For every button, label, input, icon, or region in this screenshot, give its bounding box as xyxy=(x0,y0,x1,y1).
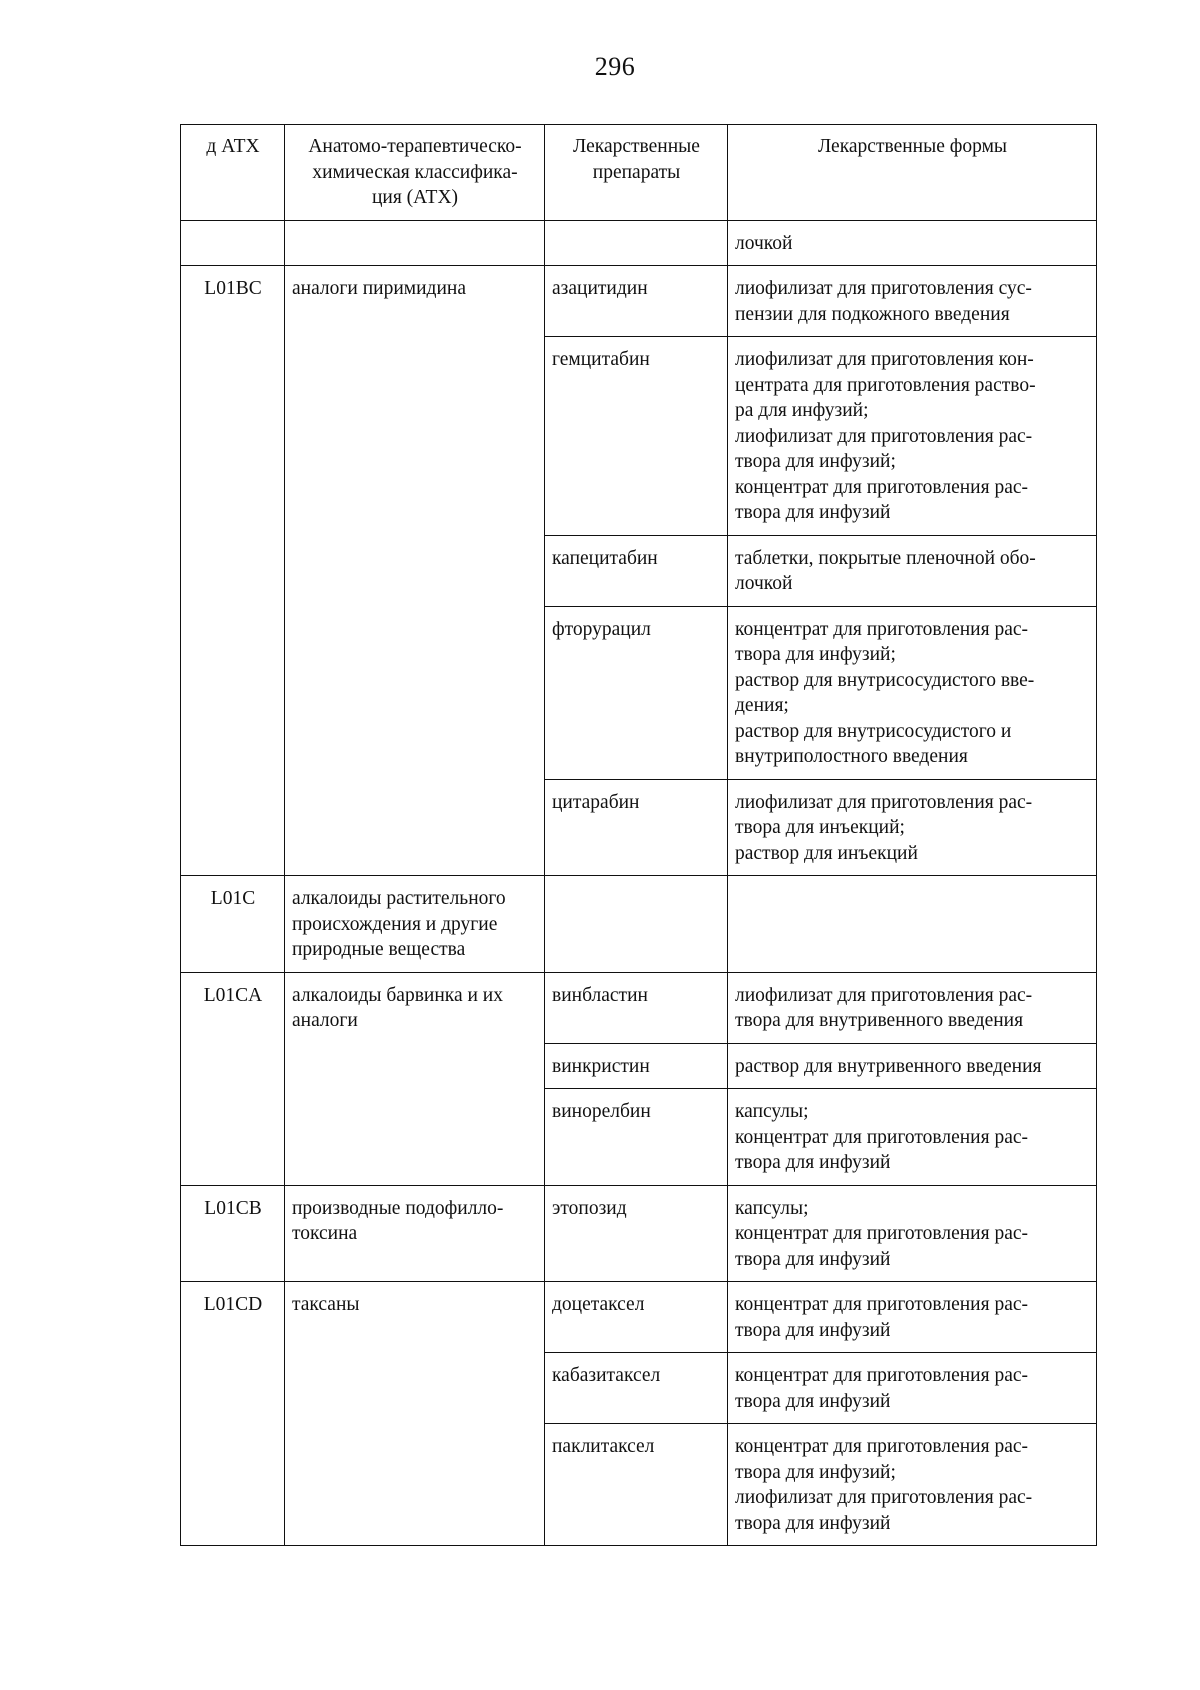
dosage-forms-cell xyxy=(728,876,1097,973)
drug-name-cell: гемцитабин xyxy=(545,337,728,536)
drug-name-cell xyxy=(545,876,728,973)
dosage-forms-cell: капсулы; концентрат для приготовления рас- твора для инфузий xyxy=(728,1089,1097,1186)
drug-name-cell: азацитидин xyxy=(545,266,728,337)
atc-classification-table xyxy=(180,124,1097,1546)
atc-code-cell: L01BC xyxy=(181,266,285,876)
drug-name-cell: винорелбин xyxy=(545,1089,728,1186)
dosage-forms-cell: концентрат для приготовления рас- твора для инфузий; лиофилизат для приготовления рас- твора для инфузий xyxy=(728,1424,1097,1546)
drug-name-cell: фторурацил xyxy=(545,606,728,779)
continuation-row xyxy=(181,220,1097,266)
table-row xyxy=(181,876,1097,973)
table-header-row xyxy=(181,125,1097,221)
atc-group-name-cell: алкалоиды барвинка и их аналоги xyxy=(285,972,545,1185)
dosage-forms-cell: капсулы; концентрат для приготовления рас- твора для инфузий xyxy=(728,1185,1097,1282)
drug-name-cell: цитарабин xyxy=(545,779,728,876)
drug-name-cell: паклитаксел xyxy=(545,1424,728,1546)
atc-group-name-cell: алкалоиды растительного происхождения и другие природные вещества xyxy=(285,876,545,973)
drug-name-cell: капецитабин xyxy=(545,535,728,606)
dosage-forms-cell: лиофилизат для приготовления рас- твора для внутривенного введения xyxy=(728,972,1097,1043)
table-row xyxy=(181,972,1097,1043)
header-atc-code: д АТХ xyxy=(181,125,285,221)
continuation-code-cell xyxy=(181,220,285,266)
dosage-forms-cell: лиофилизат для приготовления сус- пензии для подкожного введения xyxy=(728,266,1097,337)
dosage-forms-cell: раствор для внутривенного введения xyxy=(728,1043,1097,1089)
atc-group-name-cell: таксаны xyxy=(285,1282,545,1546)
table-row xyxy=(181,1185,1097,1282)
drug-name-cell: этопозид xyxy=(545,1185,728,1282)
page-number: 296 xyxy=(594,52,636,81)
continuation-drug-cell xyxy=(545,220,728,266)
atc-code-cell: L01CB xyxy=(181,1185,285,1282)
continuation-class-cell xyxy=(285,220,545,266)
drug-name-cell: винбластин xyxy=(545,972,728,1043)
continuation-form-cell: лочкой xyxy=(728,220,1097,266)
table-row xyxy=(181,266,1097,337)
dosage-forms-cell: лиофилизат для приготовления кон- центрата для приготовления раство- ра для инфузий; лиофилизат для приготовления рас- твора для инфузий; концентрат для приготовления рас- твора для инфузий xyxy=(728,337,1097,536)
drug-name-cell: доцетаксел xyxy=(545,1282,728,1353)
header-dosage-forms: Лекарственные формы xyxy=(728,125,1097,221)
table-body xyxy=(181,220,1097,1546)
dosage-forms-cell: концентрат для приготовления рас- твора для инфузий xyxy=(728,1282,1097,1353)
atc-group-name-cell: аналоги пиримидина xyxy=(285,266,545,876)
drug-name-cell: винкристин xyxy=(545,1043,728,1089)
header-drugs: Лекарственные препараты xyxy=(545,125,728,221)
atc-code-cell: L01C xyxy=(181,876,285,973)
table-row xyxy=(181,1282,1097,1353)
dosage-forms-cell: концентрат для приготовления рас- твора для инфузий; раствор для внутрисосудистого вве- дения; раствор для внутрисосудистого и внутриполостного введения xyxy=(728,606,1097,779)
atc-code-cell: L01CA xyxy=(181,972,285,1185)
dosage-forms-cell: таблетки, покрытые пленочной обо- лочкой xyxy=(728,535,1097,606)
dosage-forms-cell: концентрат для приготовления рас- твора для инфузий xyxy=(728,1353,1097,1424)
atc-group-name-cell: производные подофилло- токсина xyxy=(285,1185,545,1282)
atc-code-cell: L01CD xyxy=(181,1282,285,1546)
drug-name-cell: кабазитаксел xyxy=(545,1353,728,1424)
header-atc-classification: Анатомо-терапевтическо- химическая классифика- ция (АТХ) xyxy=(285,125,545,221)
dosage-forms-cell: лиофилизат для приготовления рас- твора для инъекций; раствор для инъекций xyxy=(728,779,1097,876)
